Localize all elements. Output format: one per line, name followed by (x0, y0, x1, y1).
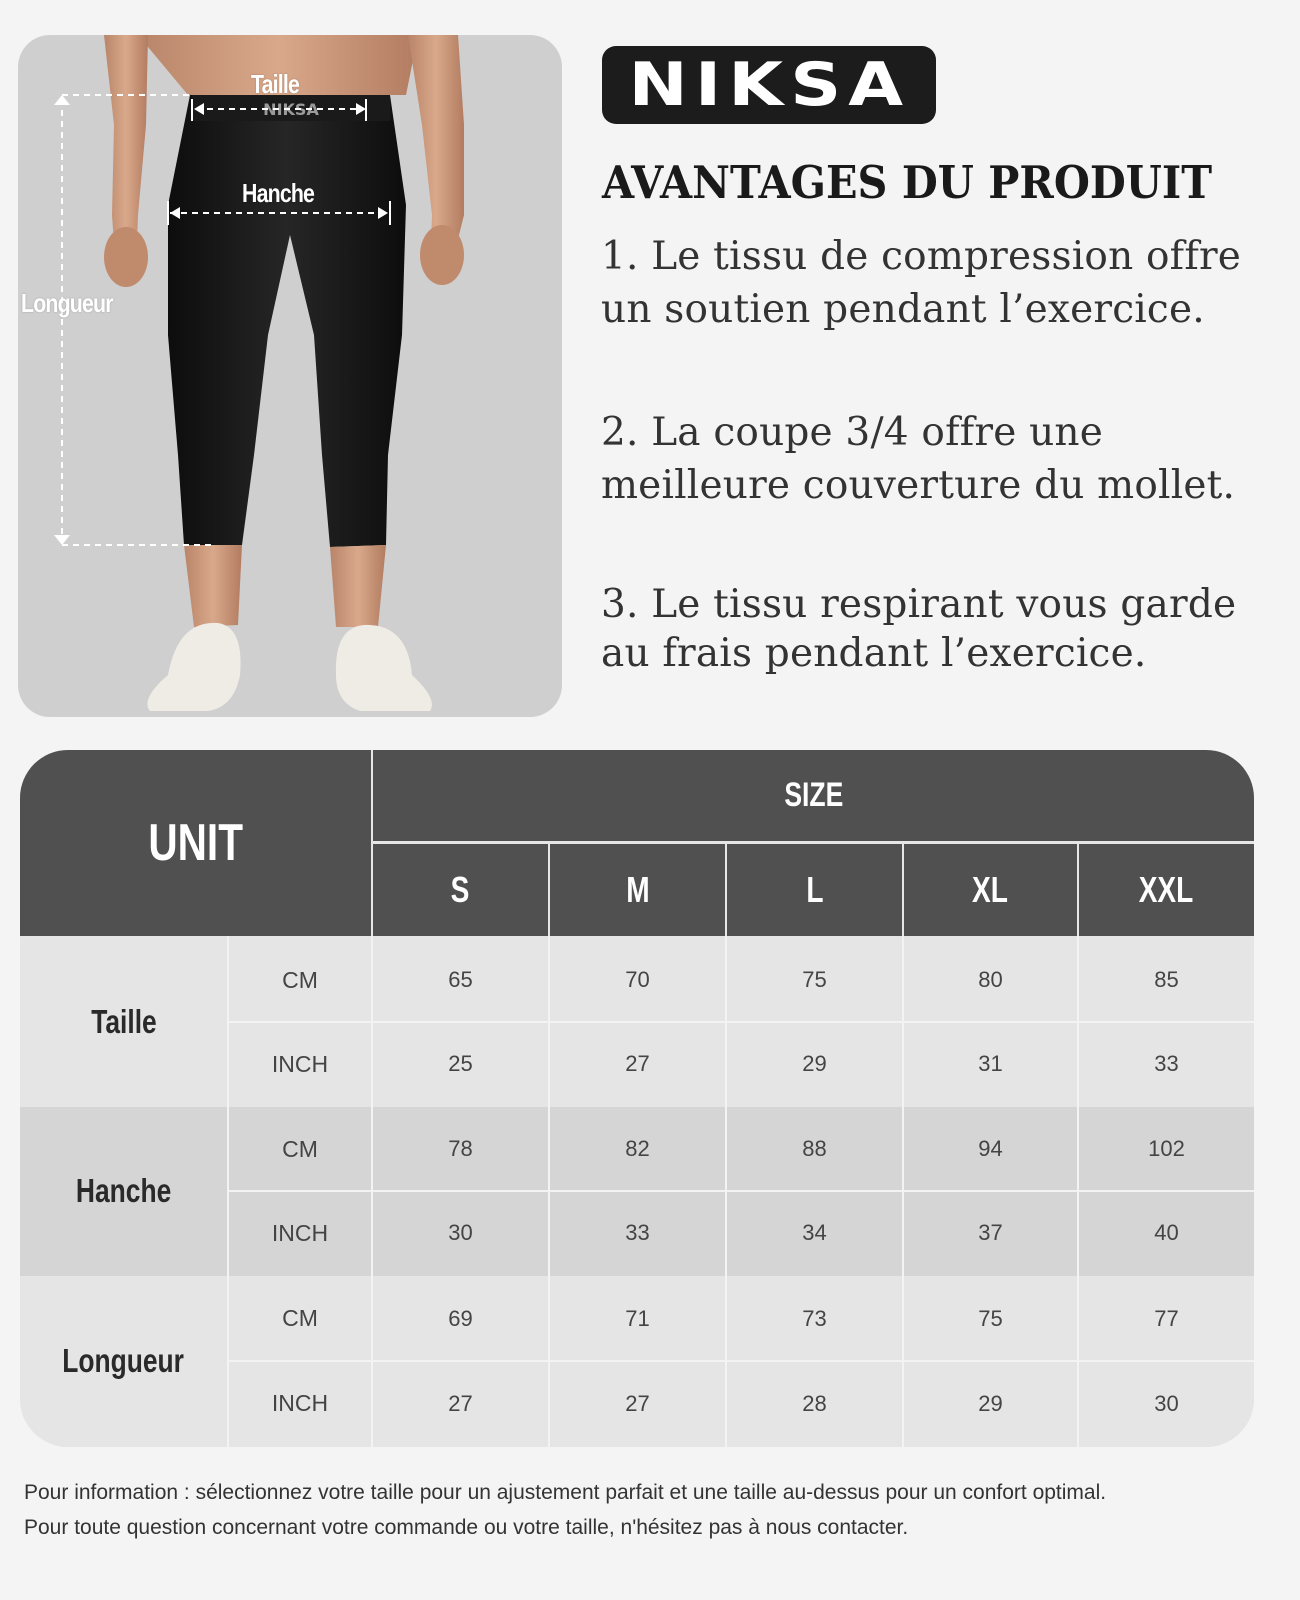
brand-logo (602, 46, 936, 124)
advantages-title: AVANTAGES DU PRODUIT (602, 156, 1213, 209)
table-cell: 70 (625, 967, 650, 992)
model-illustration (18, 35, 562, 717)
table-cell: 28 (802, 1390, 827, 1416)
table-cell: 82 (625, 1136, 650, 1161)
table-cell: 25 (448, 1051, 473, 1076)
measure-name: Hanche (75, 1172, 172, 1209)
table-cell: 33 (1154, 1051, 1179, 1076)
size-column-header: XXL (1079, 844, 1254, 936)
table-cell: 78 (448, 1136, 473, 1161)
table-cell: 75 (978, 1305, 1003, 1331)
table-cell: 40 (1154, 1220, 1179, 1245)
table-cell: 102 (1148, 1136, 1185, 1161)
size-column-header: M (550, 844, 725, 936)
unit-label: CM (282, 966, 318, 993)
contact-note: Pour toute question concernant votre commande ou votre taille, n'hésitez pas à nous contacter. (24, 1516, 909, 1539)
table-cell: 33 (625, 1220, 650, 1245)
measure-name: Longueur (62, 1342, 185, 1379)
table-cell: 30 (448, 1220, 473, 1245)
info-note: Pour information : sélectionnez votre taille pour un ajustement parfait et une taille au-dessus pour un confort optimal. (24, 1481, 1107, 1504)
table-cell: 88 (802, 1136, 827, 1161)
table-cell: 73 (802, 1305, 827, 1331)
table-cell: 65 (448, 967, 473, 992)
table-cell: 27 (625, 1390, 650, 1416)
table-cell: 75 (802, 967, 827, 992)
unit-label: CM (282, 1305, 318, 1331)
product-photo-panel (18, 35, 562, 717)
size-chart-table (20, 750, 1254, 1447)
advantage-item: 2. La coupe 3/4 offre une meilleure couverture du mollet. (601, 410, 1236, 508)
advantage-item: 1. Le tissu de compression offre un soutien pendant l’exercice. (601, 234, 1242, 332)
table-cell: 34 (802, 1220, 827, 1245)
table-cell: 29 (978, 1390, 1003, 1416)
table-cell: 37 (978, 1220, 1003, 1245)
table-cell: 77 (1154, 1305, 1179, 1331)
waistband-text: NIKSA (263, 100, 319, 119)
table-cell: 30 (1154, 1390, 1179, 1416)
unit-label: INCH (271, 1390, 329, 1416)
size-column-header: S (373, 844, 548, 936)
unit-label: INCH (271, 1219, 329, 1246)
size-column-header: L (727, 844, 902, 936)
table-cell: 69 (448, 1305, 473, 1331)
hip-measure-label: Hanche (242, 178, 315, 208)
unit-label: INCH (271, 1050, 329, 1077)
size-column-header: XL (904, 844, 1077, 936)
length-measure-label: Longueur (21, 288, 113, 318)
waist-measure-label: Taille (251, 69, 300, 99)
table-cell: 94 (978, 1136, 1003, 1161)
table-cell: 27 (448, 1390, 473, 1416)
table-cell: 29 (802, 1051, 827, 1076)
table-cell: 80 (978, 967, 1003, 992)
table-cell: 85 (1154, 967, 1179, 992)
advantage-item: 3. Le tissu respirant vous garde au frais pendant l’exercice. (601, 582, 1237, 676)
table-cell: 31 (978, 1051, 1003, 1076)
measure-name: Taille (90, 1003, 157, 1040)
unit-header: UNIT (20, 750, 371, 936)
brand-logo-text: NIKSA (628, 50, 910, 120)
table-cell: 27 (625, 1051, 650, 1076)
size-header: SIZE (373, 750, 1254, 841)
table-cell: 71 (625, 1305, 650, 1331)
unit-label: CM (282, 1135, 318, 1162)
